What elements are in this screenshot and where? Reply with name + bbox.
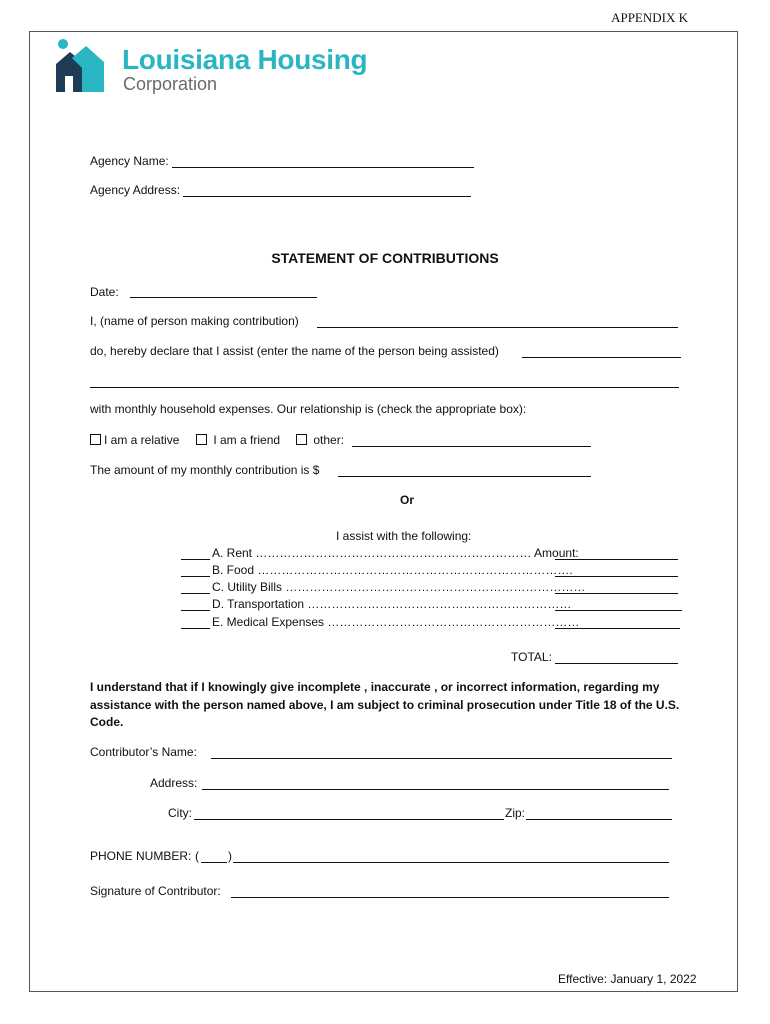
- contributor-name-label: I, (name of person making contribution): [90, 314, 299, 328]
- page-frame: [29, 31, 738, 992]
- item-medical-label: E. Medical Expenses ………………………………………………………: [212, 615, 580, 629]
- item-check-line-rent[interactable]: [181, 559, 210, 560]
- item-rent-amount-field[interactable]: [555, 559, 678, 560]
- phone-area-code-field[interactable]: [201, 862, 227, 863]
- item-transportation-amount-field[interactable]: [555, 610, 682, 611]
- zip-label: Zip:: [505, 806, 526, 820]
- checkbox-icon[interactable]: [196, 434, 207, 445]
- item-check-line-transportation[interactable]: [181, 610, 210, 611]
- signature-field[interactable]: [231, 897, 669, 898]
- logo-subtitle: Corporation: [123, 74, 218, 94]
- relationship-friend-option[interactable]: I am a friend: [196, 433, 280, 447]
- address-label: Address:: [150, 776, 198, 790]
- agency-name-label: Agency Name:: [90, 154, 169, 168]
- assisted-person-field[interactable]: [522, 357, 681, 358]
- address-field[interactable]: [202, 789, 669, 790]
- relationship-other-field[interactable]: [352, 446, 591, 447]
- item-transportation-label: D. Transportation …………………………………………………………: [212, 597, 572, 611]
- house-person-logo-icon: [52, 38, 106, 94]
- contributor-name-field[interactable]: [317, 327, 678, 328]
- phone-label: PHONE NUMBER:: [90, 849, 192, 863]
- certification-statement: I understand that if I knowingly give incomplete , inaccurate , or incorrect information, regarding my assistance with the person named above, I am subject to criminal prosecution under Title 18 of the U.S. Code.: [90, 680, 680, 729]
- city-label: City:: [168, 806, 192, 820]
- logo-title: Louisiana Housing: [122, 44, 368, 75]
- city-field[interactable]: [194, 819, 504, 820]
- phone-paren-open: (: [195, 849, 199, 863]
- signature-label: Signature of Contributor:: [90, 884, 221, 898]
- checkbox-icon[interactable]: [90, 434, 101, 445]
- appendix-label: APPENDIX K: [611, 10, 688, 25]
- item-rent-label: A. Rent …………………………………………………………… Amount:: [212, 546, 579, 560]
- zip-field[interactable]: [526, 819, 672, 820]
- date-label: Date:: [90, 285, 119, 299]
- monthly-amount-field[interactable]: [338, 476, 591, 477]
- checkbox-icon[interactable]: [296, 434, 307, 445]
- agency-address-field[interactable]: [183, 196, 471, 197]
- relationship-other-option[interactable]: other:: [296, 433, 344, 447]
- item-food-amount-field[interactable]: [555, 576, 678, 577]
- phone-paren-close: ): [228, 849, 232, 863]
- item-utility-amount-field[interactable]: [555, 593, 678, 594]
- total-label: TOTAL:: [511, 650, 552, 664]
- assisted-person-field-line2[interactable]: [90, 387, 679, 388]
- phone-number-field[interactable]: [233, 862, 669, 863]
- item-food-label: B. Food …………………………………………………………………….: [212, 563, 573, 577]
- item-check-line-utility[interactable]: [181, 593, 210, 594]
- assist-following-label: I assist with the following:: [336, 529, 472, 543]
- item-medical-amount-field[interactable]: [555, 628, 680, 629]
- agency-address-label: Agency Address:: [90, 183, 181, 197]
- assisted-person-label: do, hereby declare that I assist (enter the name of the person being assisted): [90, 344, 499, 358]
- monthly-amount-label: The amount of my monthly contribution is $: [90, 463, 320, 477]
- or-label: Or: [399, 493, 414, 507]
- item-check-line-medical[interactable]: [181, 628, 210, 629]
- page-title: STATEMENT OF CONTRIBUTIONS: [271, 250, 499, 266]
- contributor-name-field-2[interactable]: [211, 758, 672, 759]
- contributor-name-label-2: Contributor’s Name:: [90, 745, 197, 759]
- effective-date: Effective: January 1, 2022: [558, 972, 697, 986]
- item-check-line-food[interactable]: [181, 576, 210, 577]
- agency-name-field[interactable]: [172, 167, 474, 168]
- total-field[interactable]: [555, 663, 678, 664]
- item-utility-label: C. Utility Bills …………………………………………………………………: [212, 580, 586, 594]
- relationship-label: with monthly household expenses. Our relationship is (check the appropriate box):: [90, 402, 527, 416]
- relationship-relative-option[interactable]: I am a relative: [90, 433, 179, 447]
- date-field[interactable]: [130, 297, 317, 298]
